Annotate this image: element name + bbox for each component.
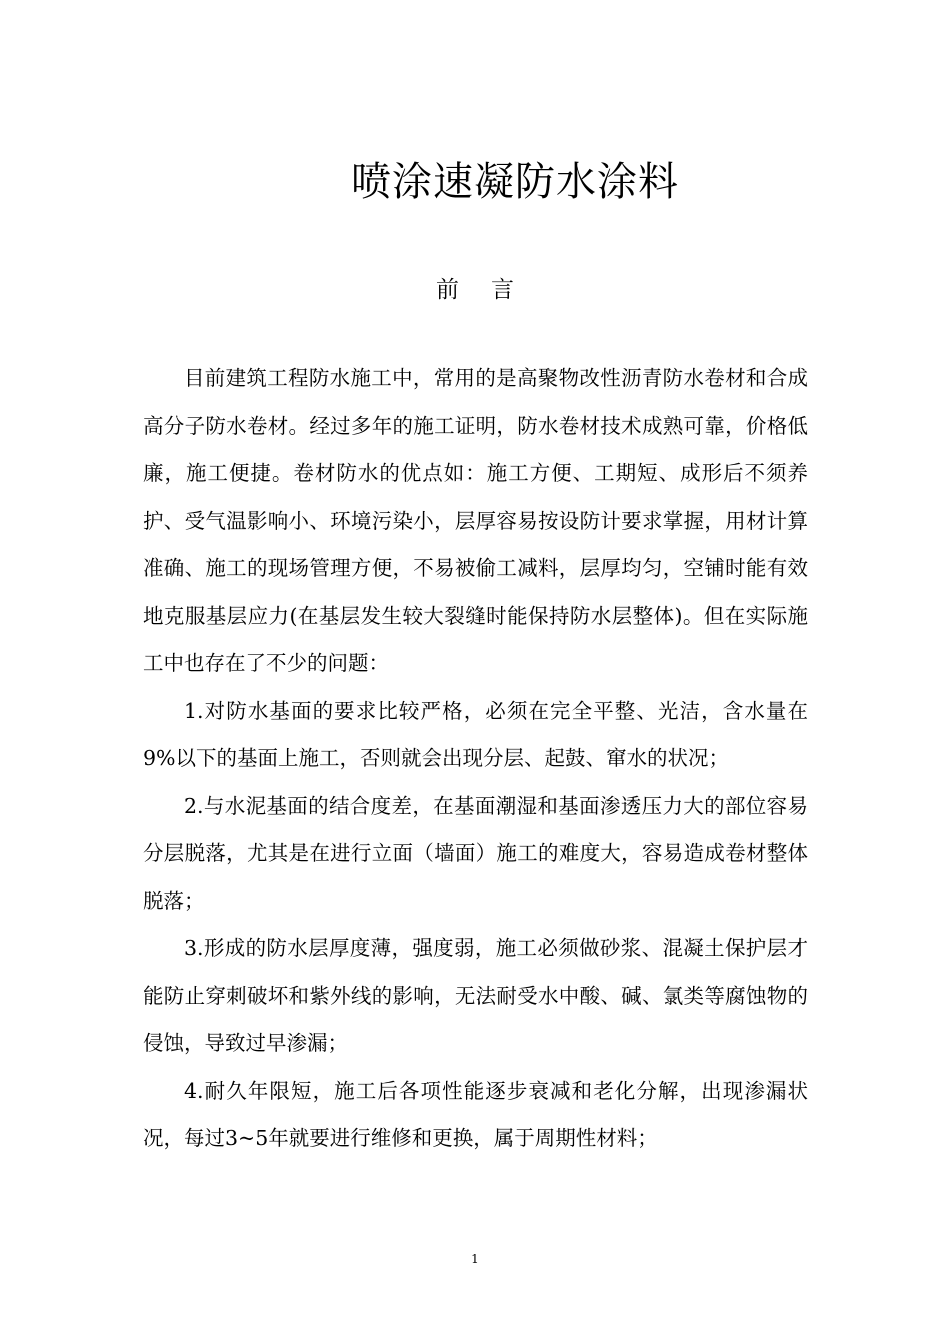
section-heading-char-2: 言 bbox=[491, 277, 514, 303]
paragraph-intro: 目前建筑工程防水施工中，常用的是高聚物改性沥青防水卷材和合成高分子防水卷材。经过多年的施工证明，防水卷材技术成熟可靠，价格低廉，施工便捷。卷材防水的优点如：施工方便、工期短、成形后不须养护、受气温影响小、环境污染小，层厚容易按设防计要求掌握，用材计算准确、施工的现场管理方便，不易被偷工减料，层厚均匀，空铺时能有效地克服基层应力(在基层发生较大裂缝时能保持防水层整体)。但在实际施工中也存在了不少的问题： bbox=[143, 366, 808, 675]
document-title: 喷涂速凝防水涂料 bbox=[351, 159, 679, 205]
page-number: 1 bbox=[471, 1252, 479, 1266]
paragraph-item-4: 4.耐久年限短，施工后各项性能逐步衰减和老化分解，出现渗漏状况，每过3~5年就要进行维修和更换，属于周期性材料； bbox=[143, 1078, 808, 1150]
paragraph-item-3: 3.形成的防水层厚度薄，强度弱，施工必须做砂浆、混凝土保护层才能防止穿刺破坏和紫外线的影响，无法耐受水中酸、碱、氯类等腐蚀物的侵蚀，导致过早渗漏； bbox=[143, 936, 808, 1055]
paragraph-item-1: 1.对防水基面的要求比较严格，必须在完全平整、光洁，含水量在9%以下的基面上施工，否则就会出现分层、起鼓、窜水的状况； bbox=[143, 698, 808, 770]
paragraph-item-2: 2.与水泥基面的结合度差，在基面潮湿和基面渗透压力大的部位容易分层脱落，尤其是在进行立面（墙面）施工的难度大，容易造成卷材整体脱落； bbox=[143, 793, 808, 913]
document-body bbox=[143, 355, 808, 1163]
section-heading-char-1: 前 bbox=[436, 277, 459, 303]
section-heading bbox=[0, 274, 950, 306]
